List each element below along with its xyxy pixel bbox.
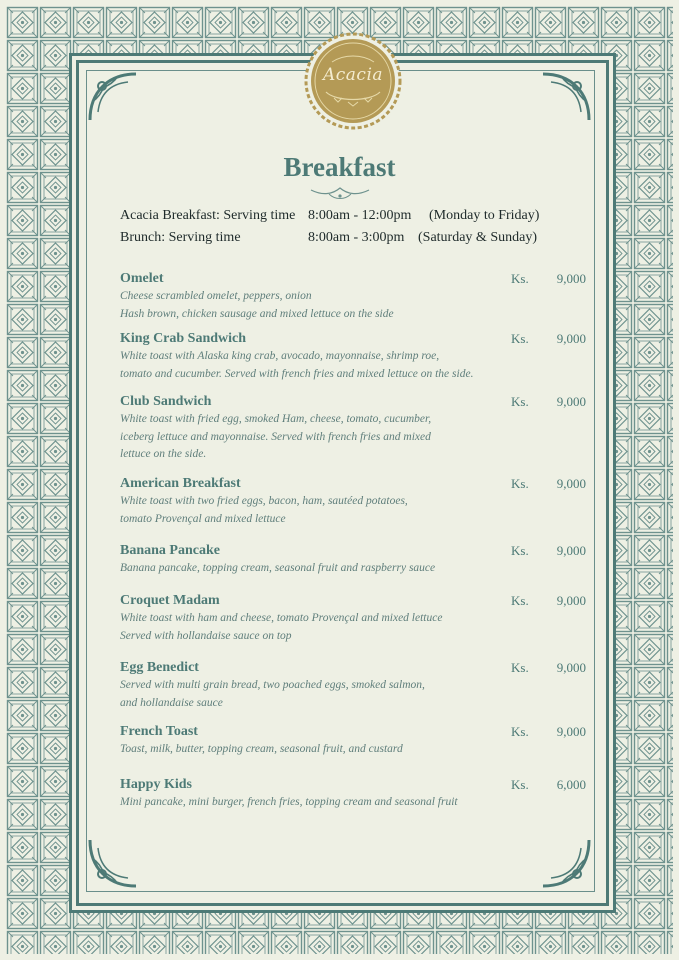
item-price: 9,000 (556, 331, 586, 346)
item-name: Happy Kids (120, 777, 192, 792)
corner-ornament-icon (88, 72, 138, 122)
acacia-logo (304, 32, 402, 130)
item-desc-line: Served with multi grain bread, two poached eggs, smoked salmon, (120, 679, 425, 691)
item-price: 9,000 (556, 543, 586, 558)
item-desc-line: White toast with Alaska king crab, avocado, mayonnaise, shrimp roe, (120, 350, 440, 362)
logo-text: Acacia (322, 65, 384, 85)
item-desc-line: tomato Provençal and mixed lettuce (120, 512, 286, 525)
item-currency: Ks. (511, 331, 529, 346)
menu-item (120, 270, 590, 323)
item-desc-line: Mini pancake, mini burger, french fries, topping cream and seasonal fruit (120, 796, 458, 808)
item-price: 9,000 (556, 593, 586, 608)
item-name: French Toast (120, 724, 198, 739)
item-currency: Ks. (511, 593, 529, 608)
item-price: 9,000 (556, 271, 586, 286)
hours-label: Acacia Breakfast: Serving time (120, 208, 296, 223)
menu-item (120, 723, 590, 759)
title-flourish-icon (309, 184, 371, 202)
hours-days: (Saturday & Sunday) (418, 230, 537, 245)
item-price: 6,000 (556, 777, 586, 792)
hours-label: Brunch: Serving time (120, 230, 241, 245)
item-currency: Ks. (511, 543, 529, 558)
item-desc-line: Toast, milk, butter, topping cream, seasonal fruit, and custard (120, 743, 403, 755)
item-name: Club Sandwich (120, 394, 212, 409)
item-desc-line: White toast with two fried eggs, bacon, ham, sautéed potatoes, (120, 495, 408, 507)
item-currency: Ks. (511, 476, 529, 491)
item-price: 9,000 (556, 394, 586, 409)
menu-item (120, 393, 590, 464)
menu-item (120, 475, 590, 528)
item-name: Egg Benedict (120, 660, 199, 675)
item-currency: Ks. (511, 724, 529, 739)
item-currency: Ks. (511, 777, 529, 792)
menu-item (120, 592, 590, 645)
serving-hours (120, 205, 580, 249)
item-desc-line: and hollandaise sauce (120, 696, 223, 709)
item-desc-line: White toast with fried egg, smoked Ham, cheese, tomato, cucumber, (120, 413, 432, 425)
item-price: 9,000 (556, 476, 586, 491)
item-name: American Breakfast (120, 476, 241, 491)
item-price: 9,000 (556, 724, 586, 739)
hours-days: (Monday to Friday) (429, 208, 540, 223)
breakfast-hours-row (120, 205, 580, 227)
menu-item (120, 542, 590, 578)
item-desc-line: White toast with ham and cheese, tomato Provençal and mixed lettuce (120, 612, 443, 624)
menu-item (120, 659, 590, 712)
item-price: 9,000 (556, 660, 586, 675)
hours-time: 8:00am - 3:00pm (308, 230, 405, 245)
corner-ornament-icon (88, 838, 138, 888)
item-currency: Ks. (511, 271, 529, 286)
item-desc-line: Hash brown, chicken sausage and mixed lettuce on the side (120, 307, 394, 320)
item-desc-line: iceberg lettuce and mayonnaise. Served with french fries and mixed (120, 430, 431, 443)
menu-item (120, 776, 590, 812)
menu-item (120, 330, 590, 383)
item-name: Croquet Madam (120, 593, 220, 608)
page-title: Breakfast (283, 152, 396, 182)
hours-time: 8:00am - 12:00pm (308, 208, 412, 223)
item-name: Omelet (120, 271, 164, 286)
brunch-hours-row (120, 227, 580, 249)
corner-ornament-icon (541, 838, 591, 888)
item-name: King Crab Sandwich (120, 331, 247, 346)
item-desc-line: Cheese scrambled omelet, peppers, onion (120, 290, 312, 302)
item-desc-line: Served with hollandaise sauce on top (120, 629, 292, 642)
corner-ornament-icon (541, 72, 591, 122)
item-desc-line: tomato and cucumber. Served with french fries and mixed lettuce on the side. (120, 367, 474, 380)
item-currency: Ks. (511, 394, 529, 409)
item-name: Banana Pancake (120, 543, 220, 558)
item-desc-line: lettuce on the side. (120, 448, 207, 460)
item-desc-line: Banana pancake, topping cream, seasonal fruit and raspberry sauce (120, 562, 436, 574)
item-currency: Ks. (511, 660, 529, 675)
